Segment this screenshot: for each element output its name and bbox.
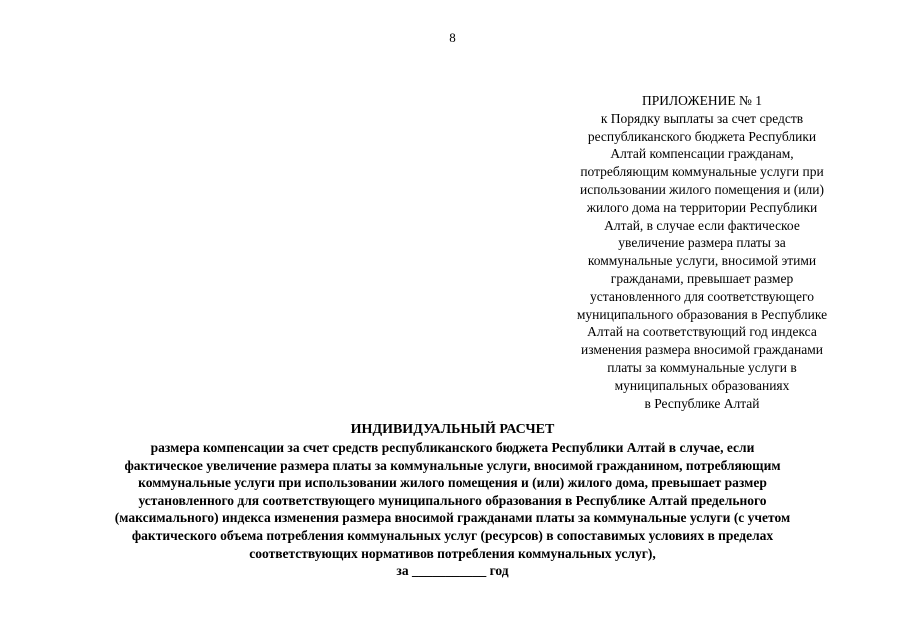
appendix-line: к Порядку выплаты за счет средств: [600, 110, 804, 126]
document-subtitle: [0, 439, 905, 580]
subtitle-line: соответствующих нормативов потребления коммунальных услуг),: [249, 545, 656, 561]
appendix-line: увеличение размера платы за: [618, 235, 786, 251]
subtitle-line: фактическое увеличение размера платы за коммунальные услуги, вносимой гражданином, потребляющим: [124, 457, 781, 473]
appendix-line: потребляющим коммунальные услуги при: [580, 164, 824, 180]
document-title: ИНДИВИДУАЛЬНЫЙ РАСЧЕТ: [350, 422, 555, 437]
appendix-line: Алтай компенсации гражданам,: [610, 146, 794, 162]
appendix-line: Алтай на соответствующий год индекса: [587, 324, 817, 340]
appendix-line: в Республике Алтай: [644, 395, 760, 411]
appendix-line: коммунальные услуги, вносимой этими: [587, 253, 817, 269]
appendix-heading: ПРИЛОЖЕНИЕ № 1: [641, 93, 763, 108]
period-year-line: за ___________ год: [396, 563, 509, 579]
subtitle-line: (максимального) индекса изменения размера вносимой гражданами платы за коммунальные услуги (с учетом: [114, 510, 791, 526]
appendix-line: платы за коммунальные услуги в: [607, 359, 797, 375]
appendix-line: жилого дома на территории Республики: [586, 199, 818, 215]
appendix-line: установленного для соответствующего: [590, 288, 814, 304]
appendix-line: муниципальных образованиях: [614, 377, 790, 393]
subtitle-line: размера компенсации за счет средств республиканского бюджета Республики Алтай в случае, если: [150, 440, 755, 455]
appendix-block: [548, 92, 856, 412]
subtitle-line: фактического объема потребления коммунальных услуг (ресурсов) в сопоставимых условиях в пределах: [131, 527, 774, 543]
page-number: 8: [449, 30, 456, 45]
appendix-line: Алтай, в случае если фактическое: [604, 217, 800, 233]
subtitle-line: коммунальные услуги при использовании жилого помещения и (или) жилого дома, превышает размер: [138, 475, 767, 491]
subtitle-line: установленного для соответствующего муниципального образования в Республике Алтай предельного: [138, 492, 767, 508]
appendix-line: использовании жилого помещения и (или): [580, 181, 824, 197]
appendix-line: муниципального образования в Республике: [576, 306, 828, 322]
appendix-line: изменения размера вносимой гражданами: [581, 342, 823, 358]
appendix-line: гражданами, превышает размер: [610, 270, 794, 286]
appendix-line: республиканского бюджета Республики: [587, 128, 817, 144]
